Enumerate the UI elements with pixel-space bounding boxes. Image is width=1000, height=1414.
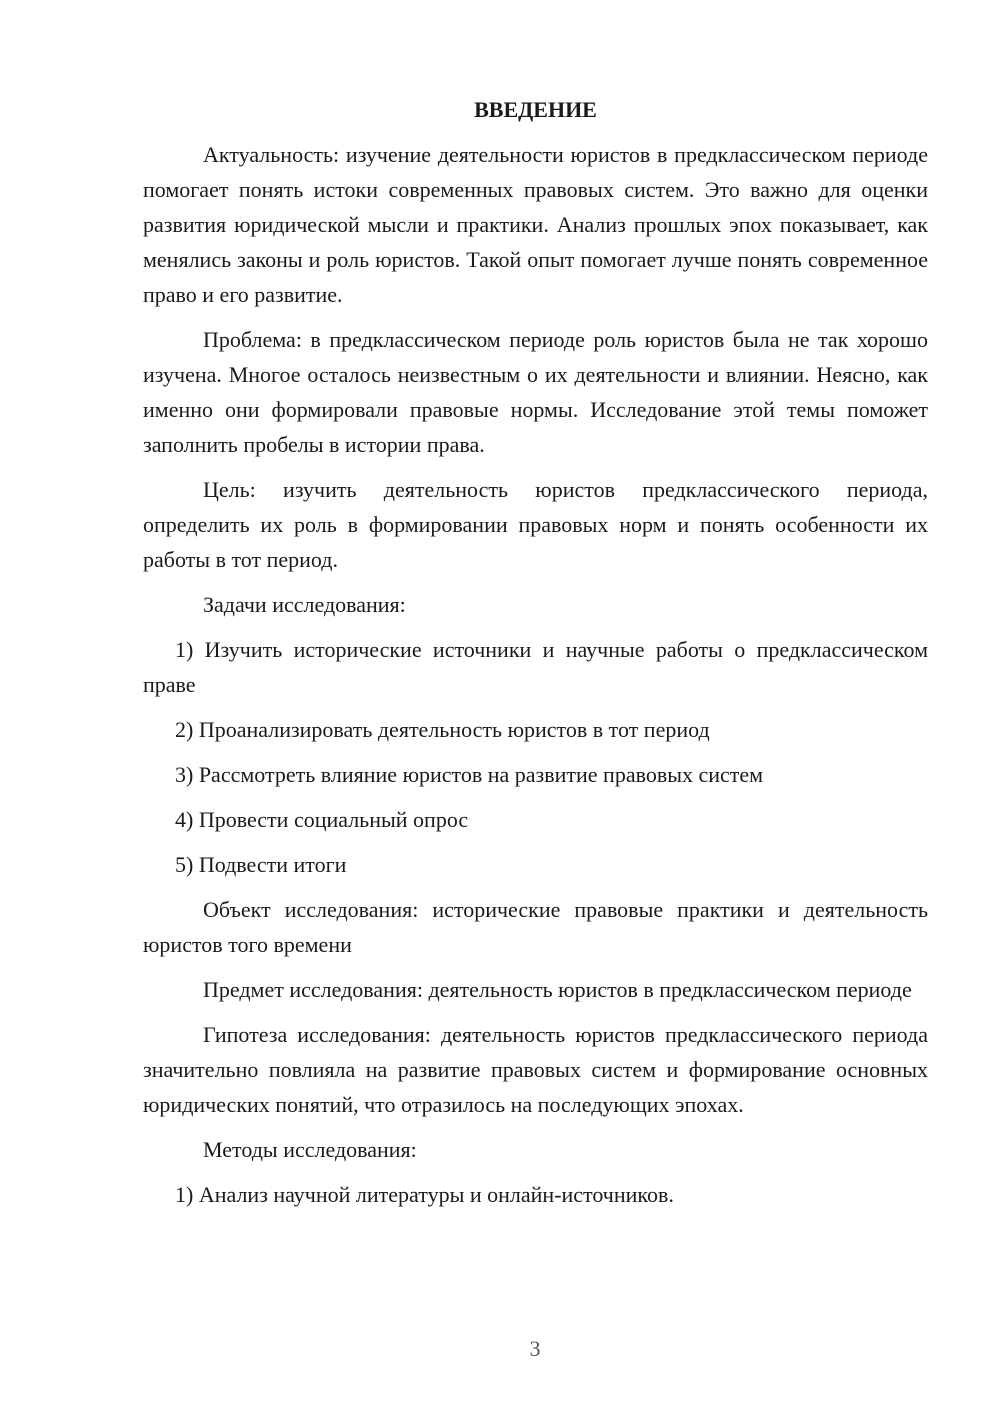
paragraph-goal: Цель: изучить деятельность юристов предклассического периода, определить их роль в формировании правовых норм и понять особенности их работы в тот период.: [143, 477, 928, 572]
paragraph-relevance: Актуальность: изучение деятельности юристов в предклассическом периоде помогает понять истоки современных правовых систем. Это важно для оценки развития юридической мысли и практики. Анализ прошлых эпох показывает, как менялись законы и роль юристов. Такой опыт помогает лучше понять современное право и его развитие.: [143, 142, 928, 307]
task-item-2: 2) Проанализировать деятельность юристов в тот период: [175, 717, 710, 742]
section-title: ВВЕДЕНИЕ: [474, 97, 597, 122]
tasks-heading: Задачи исследования:: [203, 592, 406, 617]
task-item-4: 4) Провести социальный опрос: [175, 807, 469, 832]
paragraph-problem: Проблема: в предклассическом периоде роль юристов была не так хорошо изучена. Многое осталось неизвестным о их деятельности и влиянии. Неясно, как именно они формировали правовые нормы. Исследование этой темы поможет заполнить пробелы в истории права.: [143, 327, 928, 457]
method-item-1: 1) Анализ научной литературы и онлайн-источников.: [175, 1182, 674, 1207]
document-body: [143, 92, 928, 1222]
task-item-3: 3) Рассмотреть влияние юристов на развитие правовых систем: [175, 762, 764, 787]
paragraph-hypothesis: Гипотеза исследования: деятельность юристов предклассического периода значительно повлияла на развитие правовых систем и формирование основных юридических понятий, что отразилось на последующих эпохах.: [143, 1022, 928, 1117]
task-item-5: 5) Подвести итоги: [175, 852, 347, 877]
task-item-1: 1) Изучить исторические источники и научные работы о предклассическом праве: [143, 637, 928, 697]
methods-heading: Методы исследования:: [203, 1137, 417, 1162]
paragraph-subject: Предмет исследования: деятельность юристов в предклассическом периоде: [203, 977, 912, 1002]
page-number: 3: [529, 1336, 541, 1361]
paragraph-object: Объект исследования: исторические правовые практики и деятельность юристов того времени: [143, 897, 928, 957]
